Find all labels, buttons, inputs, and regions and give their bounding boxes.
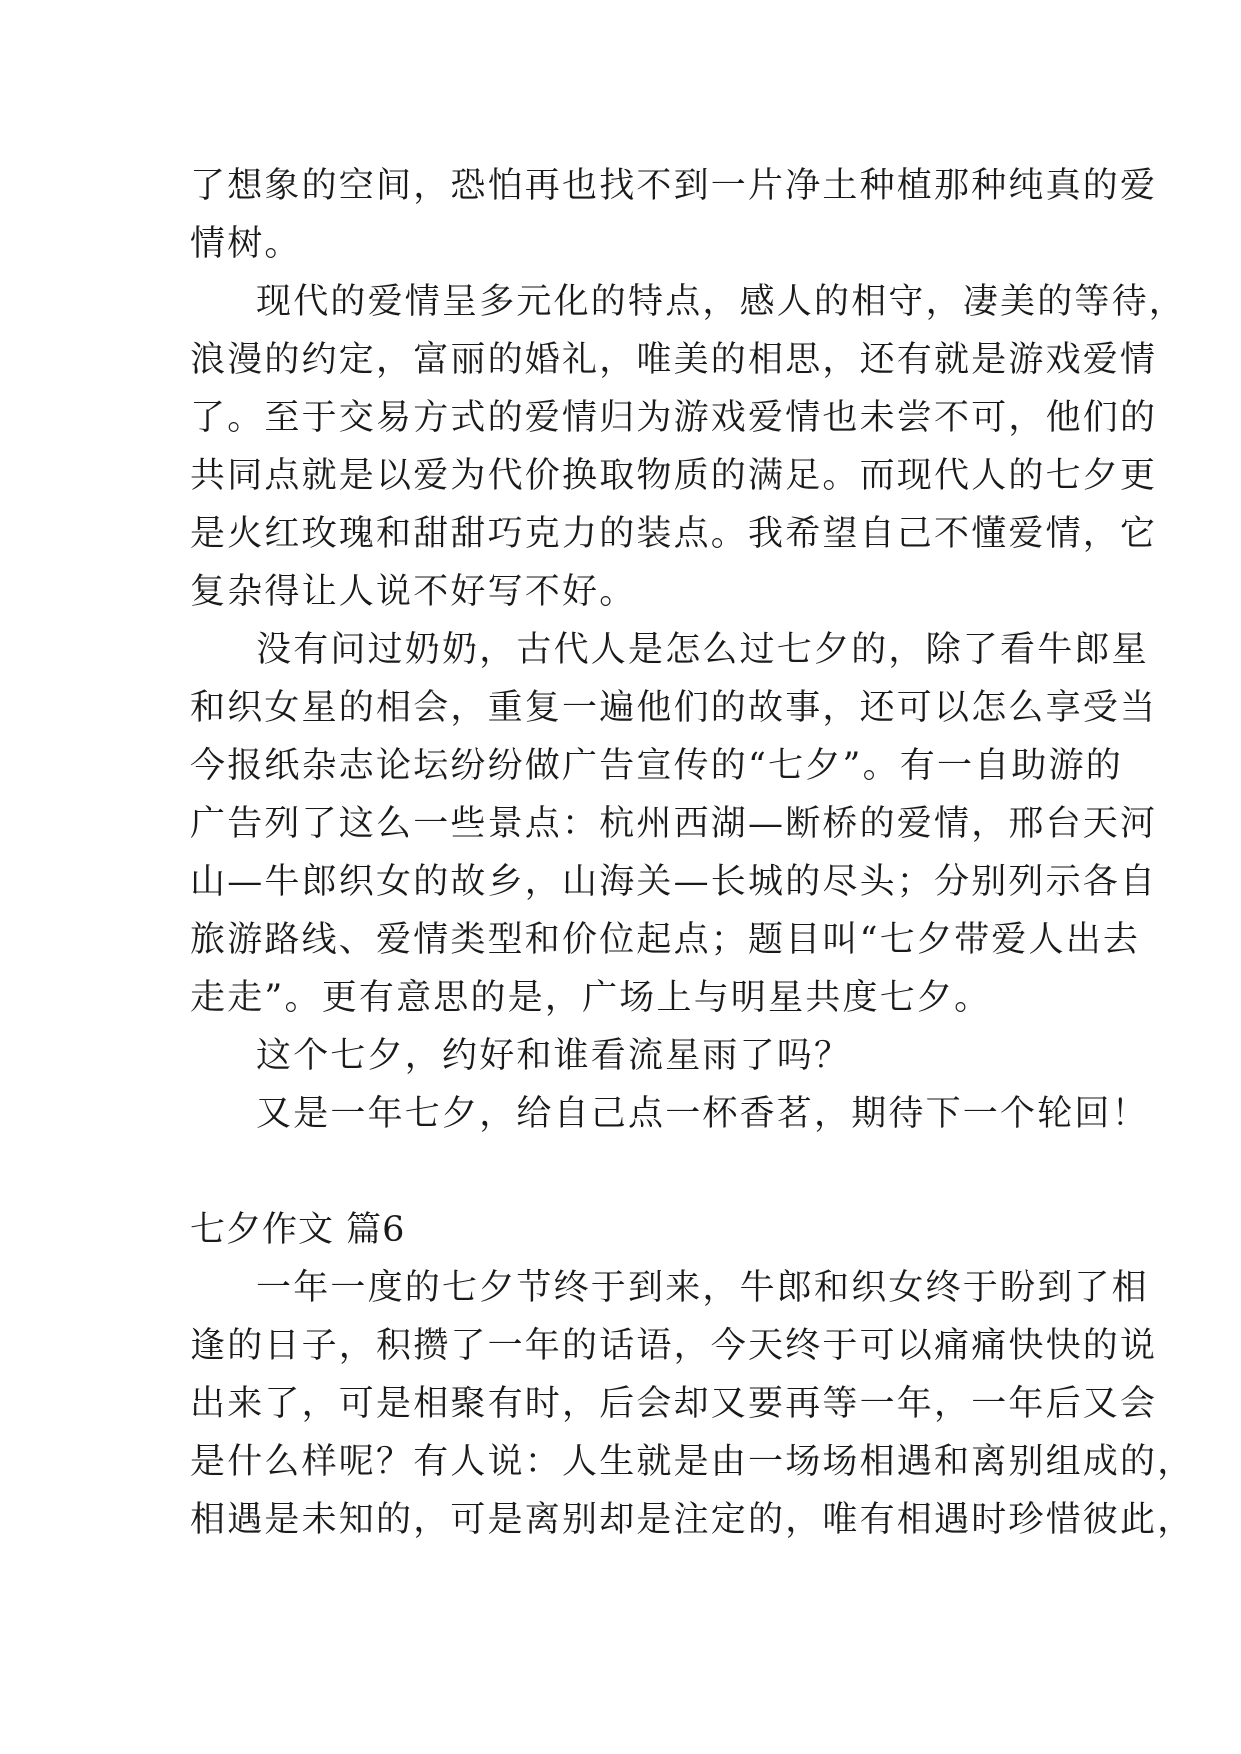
- paragraph-6-line-1: 一年一度的七夕节终于到来，牛郎和织女终于盼到了相: [256, 1268, 1149, 1308]
- paragraph-2-line-6: 复杂得让人说不好写不好。: [190, 572, 637, 612]
- paragraph-3-line-4: 广告列了这么一些景点：杭州西湖—断桥的爱情，邢台天河: [190, 804, 1158, 844]
- paragraph-5: 又是一年七夕，给自己点一杯香茗，期待下一个轮回！: [256, 1094, 1149, 1134]
- paragraph-6-line-5: 相遇是未知的，可是离别却是注定的，唯有相遇时珍惜彼此，: [190, 1500, 1195, 1540]
- paragraph-1-line-1: 了想象的空间，恐怕再也找不到一片净土种植那种纯真的爱: [190, 166, 1158, 206]
- paragraph-6-line-4: 是什么样呢？有人说：人生就是由一场场相遇和离别组成的，: [190, 1442, 1195, 1482]
- paragraph-1-line-2: 情树。: [190, 224, 302, 264]
- paragraph-3-line-2: 和织女星的相会，重复一遍他们的故事，还可以怎么享受当: [190, 688, 1158, 728]
- paragraph-2-line-1: 现代的爱情呈多元化的特点，感人的相守，凄美的等待，: [256, 282, 1187, 322]
- paragraph-3-line-3: 今报纸杂志论坛纷纷做广告宣传的“七夕”。有一自助游的: [190, 746, 1123, 786]
- paragraph-6-line-3: 出来了，可是相聚有时，后会却又要再等一年，一年后又会: [190, 1384, 1158, 1424]
- paragraph-3-line-6: 旅游路线、爱情类型和价位起点；题目叫“七夕带爱人出去: [190, 920, 1141, 960]
- paragraph-2-line-3: 了。至于交易方式的爱情归为游戏爱情也未尝不可，他们的: [190, 398, 1158, 438]
- paragraph-3-line-5: 山—牛郎织女的故乡，山海关—长城的尽头；分别列示各自: [190, 862, 1158, 902]
- paragraph-2-line-5: 是火红玫瑰和甜甜巧克力的装点。我希望自己不懂爱情，它: [190, 514, 1158, 554]
- paragraph-2-line-4: 共同点就是以爱为代价换取物质的满足。而现代人的七夕更: [190, 456, 1158, 496]
- paragraph-3-line-1: 没有问过奶奶，古代人是怎么过七夕的，除了看牛郎星: [256, 630, 1149, 670]
- paragraph-6-line-2: 逢的日子，积攒了一年的话语，今天终于可以痛痛快快的说: [190, 1326, 1158, 1366]
- section-heading: 七夕作文 篇6: [190, 1210, 406, 1250]
- paragraph-4: 这个七夕，约好和谁看流星雨了吗？: [256, 1036, 852, 1076]
- paragraph-3-line-7: 走走”。更有意思的是，广场上与明星共度七夕。: [190, 978, 992, 1018]
- paragraph-2-line-2: 浪漫的约定，富丽的婚礼，唯美的相思，还有就是游戏爱情: [190, 340, 1158, 380]
